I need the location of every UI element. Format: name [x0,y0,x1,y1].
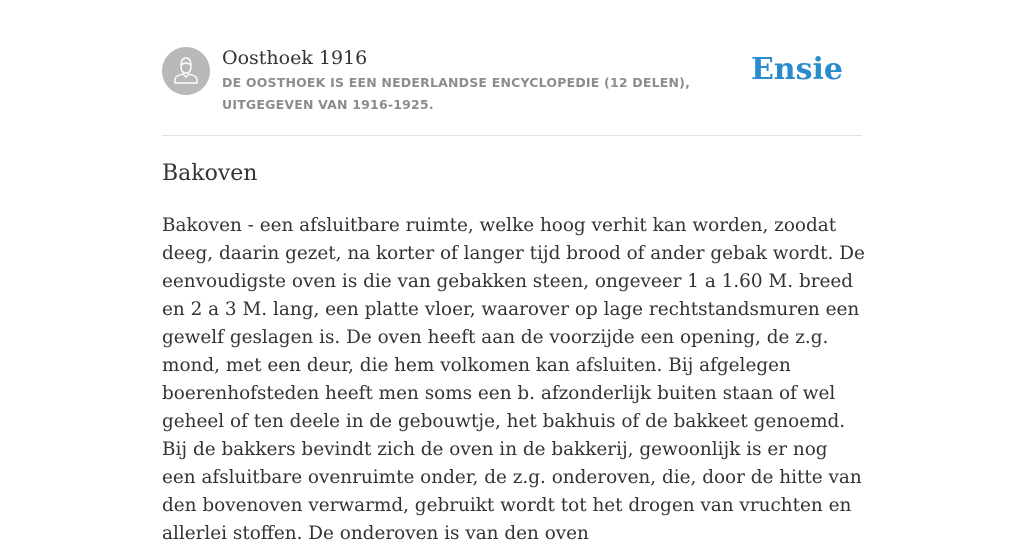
article-title: Bakoven [162,161,258,186]
ensie-logo-link[interactable]: Ensie [750,52,843,87]
source-avatar[interactable] [162,47,210,95]
source-header [162,46,862,136]
source-name[interactable]: Oosthoek 1916 [222,47,368,69]
user-icon [162,47,210,95]
source-description: DE OOSTHOEK IS EEN NEDERLANDSE ENCYCLOPEDIE (12 DELEN), UITGEGEVEN VAN 1916-1925. [222,75,691,112]
article-body: Bakoven - een afsluitbare ruimte, welke hoog verhit kan worden, zoodat deeg, daarin gezet, na korter of langer tijd brood of ander gebak wordt. De eenvoudigste oven is die van gebakken steen, ongeveer 1 a 1.60 M. breed en 2 a 3 M. lang, een platte vloer, waarover op lage rechtstandsmuren een gewelf geslagen is. De oven heeft aan de voorzijde een opening, de z.g. mond, met een deur, die hem volkomen kan afsluiten. Bij afgelegen boerenhofsteden heeft men soms een b. afzonderlijk buiten staan of wel geheel of ten deele in de gebouwtje, het bakhuis of de bakkeet genoemd. Bij de bakkers bevindt zich de oven in de bakkerij, gewoonlijk is er nog een afsluitbare ovenruimte onder, de z.g. onderoven, die, door de hitte van den bovenoven verwarmd, gebruikt wordt tot het drogen van vruchten en allerlei stoffen. De onderoven is van den oven [162,215,865,544]
